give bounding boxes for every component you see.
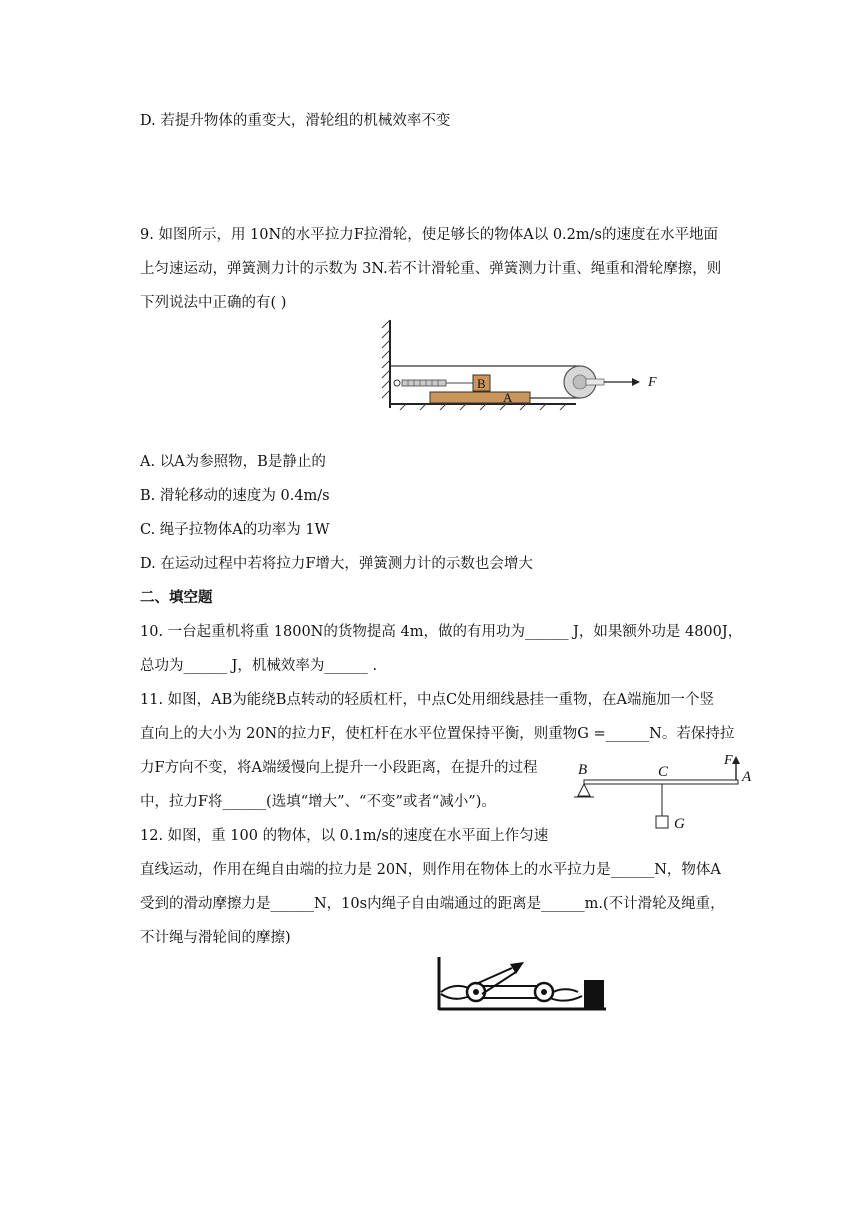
q10-line-1: 10. 一台起重机将重 1800N的货物提高 4m，做的有用功为______ J，如果额外功是 4800J， [140, 624, 743, 640]
q9-stem-line-3: 下列说法中正确的有( ) [140, 295, 287, 311]
q11-line-3: 力F方向不变，将A端缓慢向上提升一小段距离，在提升的过程 [140, 760, 538, 776]
q11-label-b: B [578, 762, 588, 778]
q10-line-2: 总功为______ J，机械效率为______ . [140, 658, 378, 674]
q9-option-c: C. 绳子拉物体A的功率为 1W [140, 522, 330, 538]
q9-pulley-figure [380, 318, 680, 414]
q11-line-4: 中，拉力F将______(选填“增大”、“不变”或者“减小”)。 [140, 794, 496, 810]
q9-label-f: F [648, 375, 657, 390]
q9-label-b: B [477, 376, 486, 391]
q9-option-d: D. 在运动过程中若将拉力F增大，弹簧测力计的示数也会增大 [140, 556, 533, 572]
q11-label-c: C [658, 764, 669, 780]
q9-label-a: A [503, 390, 513, 405]
q11-line-1: 11. 如图，AB为能绕B点转动的轻质杠杆，中点C处用细线悬挂一重物，在A端施加一个竖 [140, 692, 715, 708]
prev-option-d: D. 若提升物体的重变大，滑轮组的机械效率不变 [140, 113, 451, 129]
q9-stem-line-1: 9. 如图所示，用 10N的水平拉力F拉滑轮，使足够长的物体A以 0.2m/s的速度在水平地面 [140, 227, 718, 243]
q12-line-2: 直线运动，作用在绳自由端的拉力是 20N，则作用在物体上的水平拉力是______N，物体A [140, 862, 721, 878]
q11-label-a: A [742, 769, 752, 785]
q9-option-b: B. 滑轮移动的速度为 0.4m/s [140, 488, 330, 504]
q12-line-4: 不计绳与滑轮间的摩擦) [140, 930, 291, 946]
q12-line-3: 受到的滑动摩擦力是______N，10s内绳子自由端通过的距离是______m.(不计滑轮及绳重， [140, 896, 725, 912]
q11-lever-figure [570, 748, 760, 834]
q12-line-1: 12. 如图，重 100 的物体，以 0.1m/s的速度在水平面上作匀速 [140, 828, 549, 844]
q11-label-g: G [674, 816, 685, 832]
q11-line-2: 直向上的大小为 20N的拉力F，使杠杆在水平位置保持平衡，则重物G =______N。若保持拉 [140, 726, 735, 742]
q9-option-a: A. 以A为参照物，B是静止的 [140, 454, 326, 470]
q11-label-f: F [724, 753, 733, 768]
q9-stem-line-2: 上匀速运动，弹簧测力计的示数为 3N.若不计滑轮重、弹簧测力计重、绳重和滑轮摩擦，则 [140, 261, 722, 277]
section-title: 二、填空题 [140, 589, 213, 606]
q12-pulley-figure [432, 954, 612, 1016]
